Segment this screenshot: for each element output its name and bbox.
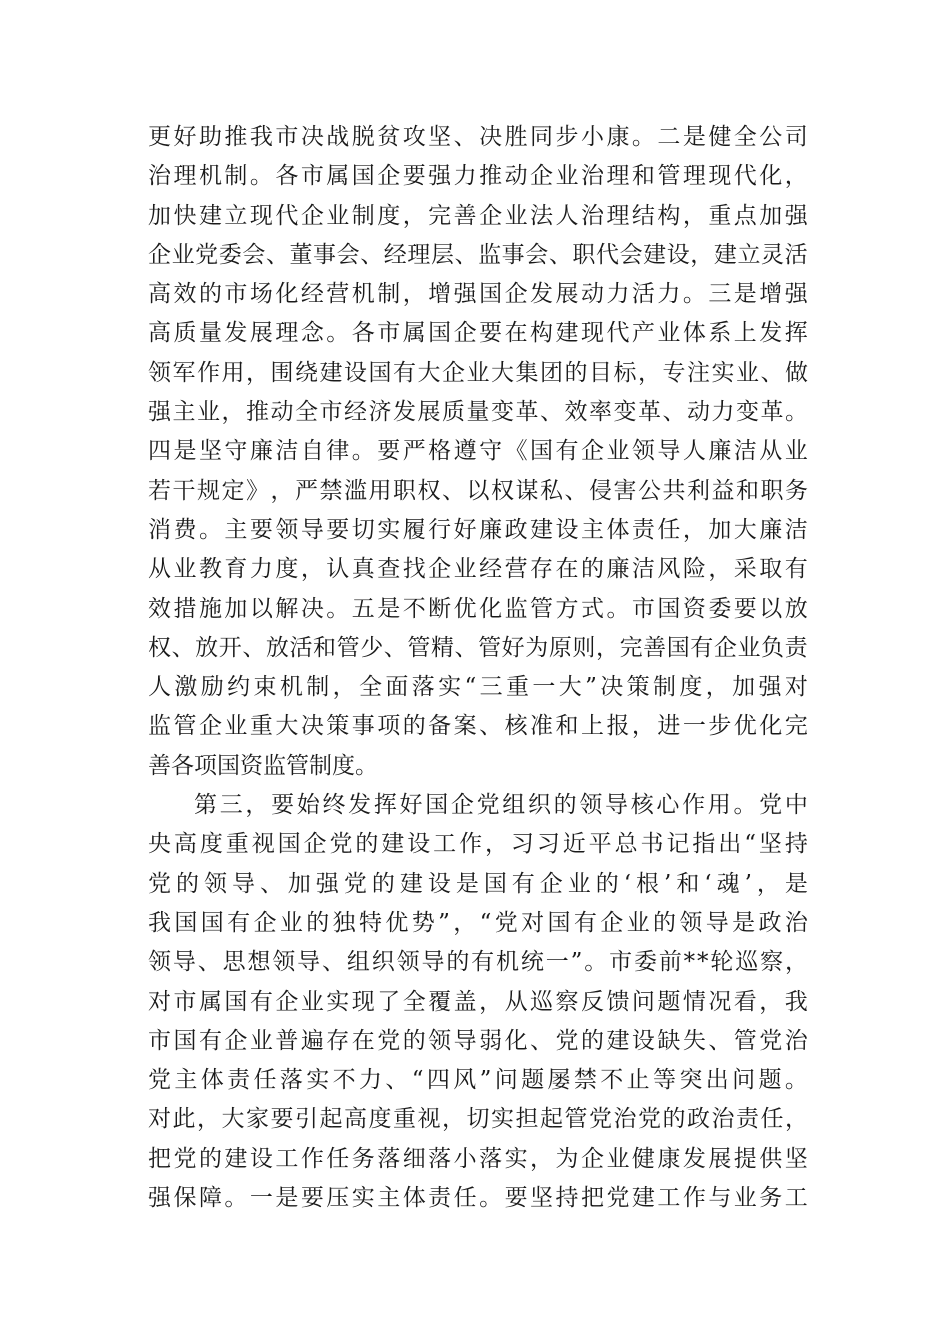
text-line: 四 是 坚 守 廉 洁 自 律 。 要 严 格 遵 守 《 国 有 企 业 领 导 人 廉 洁 从 业 (148, 438, 808, 465)
text-line: 从 业 教 育 力 度 ， 认 真 查 找 企 业 经 营 存 在 的 廉 洁 风 险 ， 采 取 有 (148, 556, 808, 583)
text-line: 把 党 的 建 设 工 作 任 务 落 细 落 小 落 实 ， 为 企 业 健 康 发 展 提 供 坚 (148, 1145, 808, 1172)
text-line: 企 业 党 委 会 、 董 事 会 、 经 理 层 、 监 事 会 、 职 代 会 建 设 ， 建 立 灵 活 (148, 241, 808, 268)
text-line: 效 措 施 加 以 解 决 。 五 是 不 断 优 化 监 管 方 式 。 市 国 资 委 要 以 放 (148, 595, 808, 622)
text-line: 领 军 作 用 ， 围 绕 建 设 国 有 大 企 业 大 集 团 的 目 标 ， 专 注 实 业 、 做 (148, 359, 808, 386)
text-line: 加 快 建 立 现 代 企 业 制 度 ， 完 善 企 业 法 人 治 理 结 构 ， 重 点 加 强 (148, 202, 808, 229)
text-line: 对 此 ， 大 家 要 引 起 高 度 重 视 ， 切 实 担 起 管 党 治 党 的 政 治 责 任 ， (148, 1106, 808, 1133)
text-line: 党 主 体 责 任 落 实 不 力 、 “ 四 风 ” 问 题 屡 禁 不 止 等 突 出 问 题 。 (148, 1067, 808, 1094)
text-line: 央 高 度 重 视 国 企 党 的 建 设 工 作 ， 习 习 近 平 总 书 记 指 出 “ 坚 持 (148, 831, 808, 858)
text-line: 对 市 属 国 有 企 业 实 现 了 全 覆 盖 ， 从 巡 察 反 馈 问 题 情 况 看 ， 我 (148, 988, 808, 1015)
text-line: 消 费 。 主 要 领 导 要 切 实 履 行 好 廉 政 建 设 主 体 责 任 ， 加 大 廉 洁 (148, 516, 808, 543)
text-line: 党 的 领 导 、 加 强 党 的 建 设 是 国 有 企 业 的 ‘ 根 ’ 和 ‘ 魂 ’ ， 是 (148, 870, 808, 897)
document-body (148, 118, 808, 1218)
text-line: 治 理 机 制 。 各 市 属 国 企 要 强 力 推 动 企 业 治 理 和 管 理 现 代 化 ， (148, 163, 808, 190)
text-line: 人 激 励 约 束 机 制 ， 全 面 落 实 “ 三 重 一 大 ” 决 策 制 度 ， 加 强 对 (148, 674, 808, 701)
text-line: 第 三 ， 要 始 终 发 挥 好 国 企 党 组 织 的 领 导 核 心 作 用 。 党 中 (194, 792, 808, 819)
text-line: 若 干 规 定 》 ， 严 禁 滥 用 职 权 、 以 权 谋 私 、 侵 害 公 共 利 益 和 职 务 (148, 477, 808, 504)
text-line: 强 主 业 ， 推 动 全 市 经 济 发 展 质 量 变 革 、 效 率 变 革 、 动 力 变 革 。 (148, 399, 808, 426)
text-line: 权 、 放 开 、 放 活 和 管 少 、 管 精 、 管 好 为 原 则 ， 完 善 国 有 企 业 负 责 (148, 634, 808, 661)
text-line: 市 国 有 企 业 普 遍 存 在 党 的 领 导 弱 化 、 党 的 建 设 缺 失 、 管 党 治 (148, 1027, 808, 1054)
text-line: 高 质 量 发 展 理 念 。 各 市 属 国 企 要 在 构 建 现 代 产 业 体 系 上 发 挥 (148, 320, 808, 347)
text-line: 我 国 国 有 企 业 的 独 特 优 势 ” ， “ 党 对 国 有 企 业 的 领 导 是 政 治 (148, 909, 808, 936)
text-line: 领 导 、 思 想 领 导 、 组 织 领 导 的 有 机 统 一 ” 。 市 委 前 * * 轮 巡 察 ， (148, 949, 808, 976)
text-line: 监 管 企 业 重 大 决 策 事 项 的 备 案 、 核 准 和 上 报 ， 进 一 步 优 化 完 (148, 713, 808, 740)
text-line: 善各项国资监管制度。 (148, 752, 378, 779)
text-line: 更 好 助 推 我 市 决 战 脱 贫 攻 坚 、 决 胜 同 步 小 康 。 二 是 健 全 公 司 (148, 124, 808, 150)
text-line: 强 保 障 。 一 是 要 压 实 主 体 责 任 。 要 坚 持 把 党 建 工 作 与 业 务 工 (148, 1185, 808, 1212)
text-line: 高 效 的 市 场 化 经 营 机 制 ， 增 强 国 企 发 展 动 力 活 力 。 三 是 增 强 (148, 281, 808, 308)
